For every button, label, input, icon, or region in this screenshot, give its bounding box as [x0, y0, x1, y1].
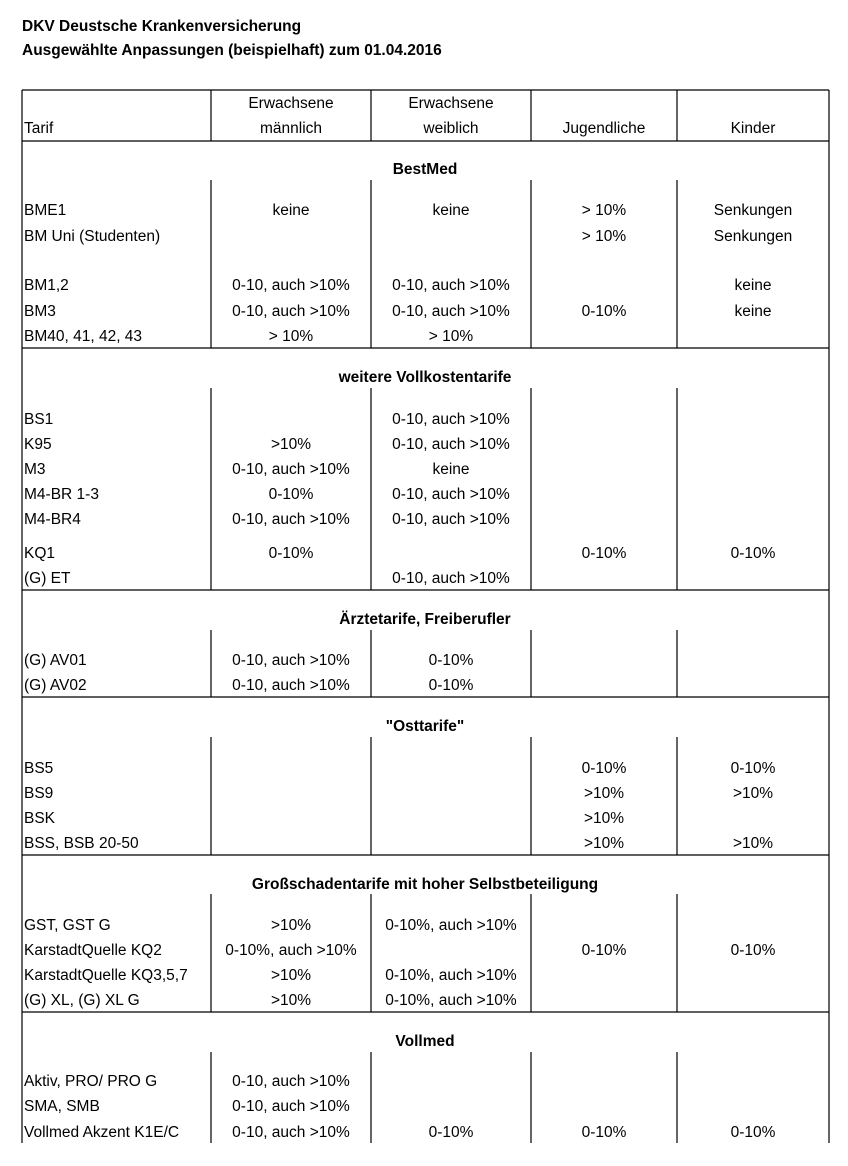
- section-title-vollkosten: weitere Vollkostentarife: [338, 369, 512, 386]
- header-female-line1: Erwachsene: [408, 95, 494, 112]
- row-youth: 0-10%: [581, 760, 627, 777]
- row-male: >10%: [270, 917, 312, 934]
- row-youth: > 10%: [581, 228, 627, 245]
- row-tarif: (G) ET: [24, 570, 71, 587]
- row-tarif: (G) AV02: [24, 677, 87, 694]
- row-children: 0-10%: [730, 942, 776, 959]
- row-children: Senkungen: [713, 202, 793, 219]
- row-male: 0-10%: [268, 486, 314, 503]
- row-female: 0-10, auch >10%: [392, 570, 510, 587]
- row-tarif: M3: [24, 461, 46, 478]
- row-youth: 0-10%: [581, 942, 627, 959]
- row-male: 0-10, auch >10%: [232, 277, 350, 294]
- row-female: > 10%: [428, 328, 474, 345]
- row-tarif: KarstadtQuelle KQ2: [24, 942, 162, 959]
- document-title: DKV Deustsche Krankenversicherung: [22, 18, 302, 35]
- row-youth: >10%: [583, 785, 625, 802]
- row-children: keine: [734, 277, 772, 294]
- row-male: 0-10, auch >10%: [232, 1098, 350, 1115]
- row-tarif: BSS, BSB 20-50: [24, 835, 139, 852]
- row-female: 0-10, auch >10%: [392, 303, 510, 320]
- section-title-vollmed: Vollmed: [395, 1033, 455, 1050]
- row-tarif: BS9: [24, 785, 54, 802]
- row-tarif: BS5: [24, 760, 54, 777]
- row-female: keine: [432, 461, 470, 478]
- row-youth: 0-10%: [581, 1124, 627, 1141]
- document-subtitle: Ausgewählte Anpassungen (beispielhaft) zum 01.04.2016: [22, 42, 442, 59]
- row-female: keine: [432, 202, 470, 219]
- row-tarif: BM1,2: [24, 277, 69, 294]
- header-children: Kinder: [730, 120, 776, 137]
- row-male: >10%: [270, 992, 312, 1009]
- row-male: 0-10, auch >10%: [232, 652, 350, 669]
- row-male: 0-10, auch >10%: [232, 1073, 350, 1090]
- row-male: 0-10, auch >10%: [232, 303, 350, 320]
- row-tarif: GST, GST G: [24, 917, 111, 934]
- row-tarif: (G) AV01: [24, 652, 87, 669]
- row-female: 0-10%: [428, 677, 474, 694]
- row-female: 0-10%: [428, 652, 474, 669]
- row-tarif: (G) XL, (G) XL G: [24, 992, 140, 1009]
- row-male: 0-10%, auch >10%: [225, 942, 357, 959]
- header-female-line2: weiblich: [423, 120, 479, 137]
- header-tarif: Tarif: [24, 120, 54, 137]
- section-title-grossschaden: Großschadentarife mit hoher Selbstbeteiligung: [251, 876, 599, 893]
- row-male: > 10%: [268, 328, 314, 345]
- row-tarif: Aktiv, PRO/ PRO G: [24, 1073, 158, 1090]
- row-female: 0-10, auch >10%: [392, 486, 510, 503]
- header-male-line1: Erwachsene: [248, 95, 334, 112]
- row-female: 0-10, auch >10%: [392, 277, 510, 294]
- header-male-line2: männlich: [259, 120, 323, 137]
- row-youth: >10%: [583, 835, 625, 852]
- row-male: 0-10%: [268, 545, 314, 562]
- row-female: 0-10%, auch >10%: [385, 917, 517, 934]
- row-children: 0-10%: [730, 545, 776, 562]
- row-male: >10%: [270, 967, 312, 984]
- row-female: 0-10, auch >10%: [392, 411, 510, 428]
- row-female: 0-10, auch >10%: [392, 436, 510, 453]
- row-youth: > 10%: [581, 202, 627, 219]
- row-tarif: M4-BR 1-3: [24, 486, 99, 503]
- row-male: 0-10, auch >10%: [232, 677, 350, 694]
- row-tarif: BM Uni (Studenten): [24, 228, 161, 245]
- row-tarif: K95: [24, 436, 52, 453]
- row-tarif: M4-BR4: [24, 511, 81, 528]
- section-title-aerztetarife: Ärztetarife, Freiberufler: [339, 611, 511, 628]
- row-youth: >10%: [583, 810, 625, 827]
- row-tarif: BSK: [24, 810, 56, 827]
- row-male: keine: [272, 202, 310, 219]
- row-tarif: KQ1: [24, 545, 56, 562]
- section-title-bestmed: BestMed: [392, 161, 458, 178]
- row-tarif: BM3: [24, 303, 56, 320]
- row-male: >10%: [270, 436, 312, 453]
- row-tarif: SMA, SMB: [24, 1098, 100, 1115]
- row-children: Senkungen: [713, 228, 793, 245]
- row-tarif: Vollmed Akzent K1E/C: [24, 1124, 180, 1141]
- row-youth: 0-10%: [581, 545, 627, 562]
- row-children: >10%: [732, 835, 774, 852]
- row-tarif: KarstadtQuelle KQ3,5,7: [24, 967, 188, 984]
- row-male: 0-10, auch >10%: [232, 1124, 350, 1141]
- row-children: 0-10%: [730, 760, 776, 777]
- row-children: >10%: [732, 785, 774, 802]
- section-title-osttarife: "Osttarife": [385, 718, 465, 735]
- row-children: keine: [734, 303, 772, 320]
- header-youth: Jugendliche: [562, 120, 646, 137]
- row-female: 0-10%, auch >10%: [385, 992, 517, 1009]
- row-tarif: BS1: [24, 411, 54, 428]
- row-female: 0-10, auch >10%: [392, 511, 510, 528]
- row-male: 0-10, auch >10%: [232, 511, 350, 528]
- row-tarif: BM40, 41, 42, 43: [24, 328, 143, 345]
- row-male: 0-10, auch >10%: [232, 461, 350, 478]
- row-female: 0-10%: [428, 1124, 474, 1141]
- row-children: 0-10%: [730, 1124, 776, 1141]
- row-youth: 0-10%: [581, 303, 627, 320]
- row-tarif: BME1: [24, 202, 67, 219]
- row-female: 0-10%, auch >10%: [385, 967, 517, 984]
